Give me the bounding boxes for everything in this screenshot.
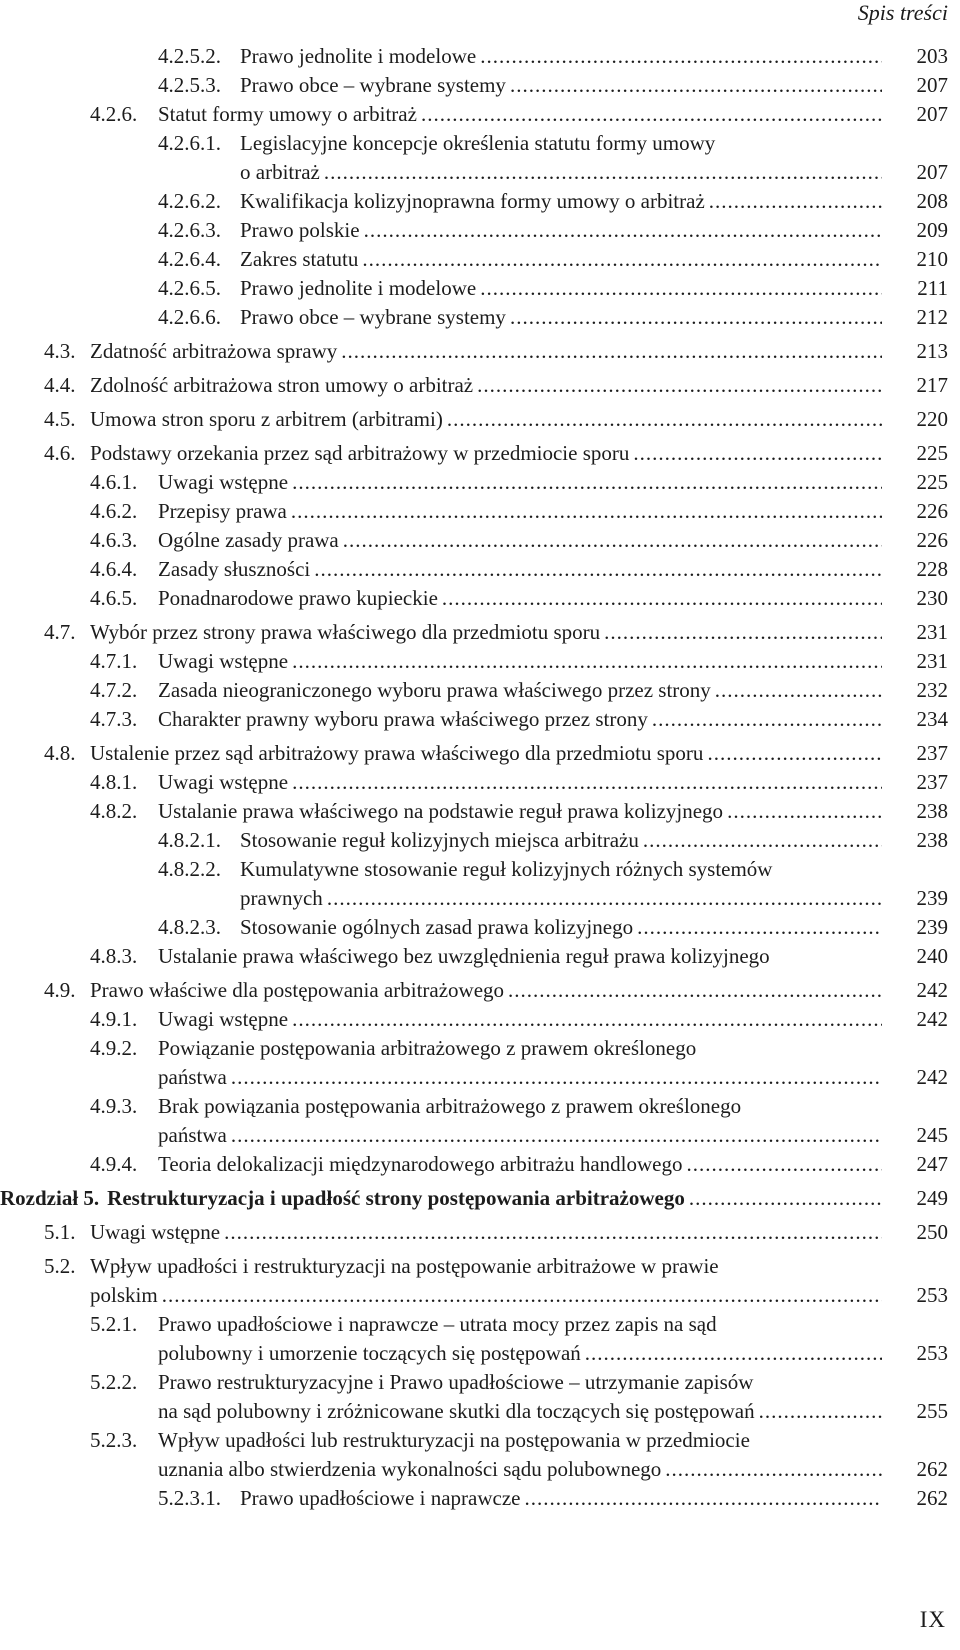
toc-entry-number: 4.3. — [44, 339, 76, 363]
toc-entry-number: 4.6. — [44, 441, 76, 465]
dot-leader — [421, 100, 882, 129]
toc-entry-title: Prawo jednolite i modelowe — [240, 44, 477, 68]
toc-entry-number: 4.8. — [44, 741, 76, 765]
toc-entry-line — [0, 1426, 960, 1455]
toc-entry — [0, 1252, 960, 1310]
toc-entry-line — [0, 216, 960, 245]
toc-entry-number: 5.2.2. — [90, 1370, 138, 1394]
toc-entry-number: 5.2.3.1. — [158, 1486, 221, 1510]
toc-entry-title: Uwagi wstępne — [158, 649, 289, 673]
toc-entry-page: 242 — [916, 1065, 948, 1089]
toc-entry-page: 210 — [916, 247, 948, 271]
toc-entry-line — [0, 1184, 960, 1213]
toc-entry — [0, 913, 960, 942]
toc-entry-page: 220 — [916, 407, 948, 431]
dot-leader — [477, 371, 882, 400]
toc-entry-page: 212 — [916, 305, 948, 329]
toc-entry-line — [0, 1339, 960, 1368]
dot-leader — [442, 584, 882, 613]
toc-entry-page: 242 — [916, 978, 948, 1002]
toc-entry-line — [0, 526, 960, 555]
dot-leader — [585, 1339, 882, 1368]
toc-entry — [0, 797, 960, 826]
toc-entry-number: 4.2.6.4. — [158, 247, 221, 271]
toc-entry — [0, 1150, 960, 1179]
toc-entry-number: 4.2.6.6. — [158, 305, 221, 329]
dot-leader — [343, 526, 882, 555]
toc-entry-page: 234 — [916, 707, 948, 731]
toc-entry — [0, 676, 960, 705]
toc-entry-line — [0, 1484, 960, 1513]
toc-entry-title: Prawo właściwe dla postępowania arbitrażowego — [90, 978, 505, 1002]
toc-entry — [0, 976, 960, 1005]
toc-entry-page: 225 — [916, 470, 948, 494]
toc-entry-page: 207 — [916, 102, 948, 126]
toc-entry-page: 262 — [916, 1486, 948, 1510]
dot-leader — [292, 647, 882, 676]
toc-entry — [0, 439, 960, 468]
toc-entry-title: Prawo jednolite i modelowe — [240, 276, 477, 300]
toc-entry-number: 4.8.3. — [90, 944, 138, 968]
dot-leader — [689, 1184, 882, 1213]
dot-leader — [292, 768, 882, 797]
toc-entry-number: 4.6.4. — [90, 557, 138, 581]
toc-entry-line — [0, 676, 960, 705]
dot-leader — [327, 884, 882, 913]
toc-entry-line — [0, 129, 960, 158]
toc-entry-number: 5.1. — [44, 1220, 76, 1244]
toc-entry-line — [0, 468, 960, 497]
toc-entry — [0, 497, 960, 526]
toc-entry-line — [0, 337, 960, 366]
dot-leader — [292, 1005, 882, 1034]
toc-entry-page: 231 — [916, 620, 948, 644]
toc-entry — [0, 647, 960, 676]
dot-leader — [162, 1281, 882, 1310]
dot-leader — [727, 797, 882, 826]
toc-entry — [0, 1005, 960, 1034]
toc-entry-page: 238 — [916, 828, 948, 852]
toc-entry-title: Restrukturyzacja i upadłość strony postępowania arbitrażowego — [107, 1186, 685, 1210]
toc-entry-line — [0, 1121, 960, 1150]
toc-entry-page: 226 — [916, 499, 948, 523]
dot-leader — [314, 555, 882, 584]
toc-entry-line — [0, 1063, 960, 1092]
toc-entry-title: Teoria delokalizacji międzynarodowego arbitrażu handlowego — [158, 1152, 683, 1176]
toc-entry — [0, 405, 960, 434]
toc-entry-number: 4.2.6.3. — [158, 218, 221, 242]
toc-entry-line — [0, 245, 960, 274]
toc-entry-title: Powiązanie postępowania arbitrażowego z prawem określonego — [158, 1036, 697, 1060]
toc-entry-page: 228 — [916, 557, 948, 581]
toc-entry — [0, 274, 960, 303]
toc-entry-number: 4.6.5. — [90, 586, 138, 610]
toc-entry-line — [0, 884, 960, 913]
dot-leader — [524, 1484, 882, 1513]
toc-entry-line — [0, 647, 960, 676]
dot-leader — [510, 71, 882, 100]
toc-entry — [0, 100, 960, 129]
toc-entry-number: 4.2.5.3. — [158, 73, 221, 97]
toc-entry — [0, 303, 960, 332]
toc-entry — [0, 1092, 960, 1150]
toc-entry-number: 4.8.2.2. — [158, 857, 221, 881]
toc-entry-number: 4.2.5.2. — [158, 44, 221, 68]
toc-entry-line — [0, 371, 960, 400]
toc-entry — [0, 42, 960, 71]
toc-entry-line — [0, 976, 960, 1005]
toc-entry — [0, 337, 960, 366]
toc-entry-line — [0, 187, 960, 216]
toc-entry-number: 4.2.6. — [90, 102, 138, 126]
toc-entry — [0, 584, 960, 613]
toc-entry-number: 4.2.6.5. — [158, 276, 221, 300]
dot-leader — [715, 676, 882, 705]
toc-entry-line — [0, 555, 960, 584]
toc-entry-title: Uwagi wstępne — [158, 770, 289, 794]
toc-entry-line — [0, 855, 960, 884]
toc-entry — [0, 1484, 960, 1513]
toc-entry-number: Rozdział 5. — [0, 1186, 100, 1210]
toc-entry-title: Charakter prawny wyboru prawa właściwego przez strony — [158, 707, 648, 731]
toc-entry-number: 4.8.1. — [90, 770, 138, 794]
toc-entry-page: 225 — [916, 441, 948, 465]
toc-entry — [0, 1368, 960, 1426]
toc-entry-title: na sąd polubowny i zróżnicowane skutki dla toczących się postępowań — [158, 1399, 755, 1423]
toc-entry-number: 4.8.2. — [90, 799, 138, 823]
toc-entry-page: 209 — [916, 218, 948, 242]
toc-entry-title: Wybór przez strony prawa właściwego dla przedmiotu sporu — [90, 620, 601, 644]
toc-entry-title: Prawo restrukturyzacyjne i Prawo upadłościowe – utrzymanie zapisów — [158, 1370, 754, 1394]
toc-entry-line — [0, 1005, 960, 1034]
toc-entry-line — [0, 913, 960, 942]
toc-entry-title: Umowa stron sporu z arbitrem (arbitrami) — [90, 407, 443, 431]
dot-leader — [604, 618, 882, 647]
toc-entry — [0, 468, 960, 497]
toc-entry-page: 207 — [916, 73, 948, 97]
toc-entry-title: Prawo upadłościowe i naprawcze – utrata mocy przez zapis na sąd — [158, 1312, 717, 1336]
dot-leader — [510, 303, 882, 332]
toc-entry-number: 4.6.1. — [90, 470, 138, 494]
toc-entry-page: 253 — [916, 1341, 948, 1365]
toc-entry-title: Brak powiązania postępowania arbitrażowego z prawem określonego — [158, 1094, 742, 1118]
dot-leader — [508, 976, 882, 1005]
toc-entry-title: Ogólne zasady prawa — [158, 528, 339, 552]
toc-entry-number: 4.7.1. — [90, 649, 138, 673]
toc-entry-title: o arbitraż — [240, 160, 320, 184]
toc-entry-line — [0, 1368, 960, 1397]
toc-entry — [0, 826, 960, 855]
toc-entry-line — [0, 1455, 960, 1484]
toc-entry-title: Statut formy umowy o arbitraż — [158, 102, 417, 126]
toc-entry-page: 262 — [916, 1457, 948, 1481]
toc-entry-page: 237 — [916, 770, 948, 794]
toc-entry-page: 250 — [916, 1220, 948, 1244]
dot-leader — [447, 405, 882, 434]
toc-entry-title: Wpływ upadłości i restrukturyzacji na postępowanie arbitrażowe w prawie — [90, 1254, 719, 1278]
toc-entry — [0, 1184, 960, 1213]
toc-entry-number: 4.4. — [44, 373, 76, 397]
toc-entry-line — [0, 1252, 960, 1281]
toc-entry-line — [0, 797, 960, 826]
toc-entry-number: 4.8.2.1. — [158, 828, 221, 852]
toc-entry — [0, 245, 960, 274]
dot-leader — [709, 187, 882, 216]
toc-entry — [0, 855, 960, 913]
dot-leader — [686, 1150, 882, 1179]
toc-entry-line — [0, 274, 960, 303]
toc-entry-title: uznania albo stwierdzenia wykonalności sądu polubownego — [158, 1457, 662, 1481]
toc-entry — [0, 1310, 960, 1368]
dot-leader — [643, 826, 882, 855]
dot-leader — [362, 245, 882, 274]
toc-entry-line — [0, 71, 960, 100]
dot-leader — [292, 468, 882, 497]
toc-entry-line — [0, 1092, 960, 1121]
toc-entry-title: Podstawy orzekania przez sąd arbitrażowy w przedmiocie sporu — [90, 441, 630, 465]
toc-entry — [0, 71, 960, 100]
toc-entry-number: 4.9.1. — [90, 1007, 138, 1031]
toc-entry-line — [0, 1218, 960, 1247]
dot-leader — [231, 1063, 882, 1092]
toc-entry-line — [0, 1397, 960, 1426]
toc-entry-page: 226 — [916, 528, 948, 552]
toc-entry-title: Uwagi wstępne — [158, 1007, 289, 1031]
toc-entry-line — [0, 618, 960, 647]
toc-entry-number: 4.8.2.3. — [158, 915, 221, 939]
toc-entry — [0, 216, 960, 245]
toc-entry-title: Ustalanie prawa właściwego bez uwzględnienia reguł prawa kolizyjnego — [158, 944, 770, 968]
toc-entry-line — [0, 42, 960, 71]
toc-entry-title: Prawo obce – wybrane systemy — [240, 73, 506, 97]
toc-entry-number: 4.2.6.1. — [158, 131, 221, 155]
toc-entry-line — [0, 942, 960, 971]
toc-entry-number: 4.7. — [44, 620, 76, 644]
toc-entry-page: 249 — [916, 1186, 948, 1210]
toc-entry-title: Uwagi wstępne — [158, 470, 289, 494]
toc-entry-line — [0, 768, 960, 797]
toc-entry-title: polubowny i umorzenie toczących się postępowań — [158, 1341, 581, 1365]
toc-entry-title: Zakres statutu — [240, 247, 359, 271]
toc-entry-number: 4.5. — [44, 407, 76, 431]
dot-leader — [652, 705, 882, 734]
toc-entry-title: Ustalanie prawa właściwego na podstawie reguł prawa kolizyjnego — [158, 799, 724, 823]
toc-entry-line — [0, 303, 960, 332]
toc-entry — [0, 1034, 960, 1092]
dot-leader — [480, 42, 882, 71]
toc-entry-title: Prawo polskie — [240, 218, 360, 242]
toc-entry — [0, 129, 960, 187]
toc-entry-title: Stosowanie ogólnych zasad prawa kolizyjnego — [240, 915, 634, 939]
toc-entry-line — [0, 100, 960, 129]
toc-entry-line — [0, 1034, 960, 1063]
toc-entry-page: 231 — [916, 649, 948, 673]
toc-entry-number: 4.9.4. — [90, 1152, 138, 1176]
dot-leader — [224, 1218, 882, 1247]
toc-entry-number: 4.9.2. — [90, 1036, 138, 1060]
dot-leader — [324, 158, 882, 187]
toc-entry-page: 239 — [916, 915, 948, 939]
toc-entry-title: Zdatność arbitrażowa sprawy — [90, 339, 338, 363]
toc-entry — [0, 739, 960, 768]
toc-entry-number: 4.9.3. — [90, 1094, 138, 1118]
toc-entry-page: 203 — [916, 44, 948, 68]
toc-entry — [0, 526, 960, 555]
toc-entry-page: 245 — [916, 1123, 948, 1147]
dot-leader — [364, 216, 882, 245]
dot-leader — [637, 913, 882, 942]
toc-entry-title: Wpływ upadłości lub restrukturyzacji na postępowania w przedmiocie — [158, 1428, 750, 1452]
toc-entry-number: 5.2.1. — [90, 1312, 138, 1336]
toc-entry — [0, 618, 960, 647]
toc-entry-page: 240 — [916, 944, 948, 968]
page-number: IX — [919, 1607, 946, 1632]
toc-entry-page: 255 — [916, 1399, 948, 1423]
toc-entry-title: Prawo upadłościowe i naprawcze — [240, 1486, 521, 1510]
toc-entry-title: Zasada nieograniczonego wyboru prawa właściwego przez strony — [158, 678, 711, 702]
dot-leader — [291, 497, 882, 526]
toc-entry-number: 5.2. — [44, 1254, 76, 1278]
toc-entry-title: Legislacyjne koncepcje określenia statutu formy umowy — [240, 131, 716, 155]
toc-entry-title: Kwalifikacja kolizyjnoprawna formy umowy o arbitraż — [240, 189, 705, 213]
dot-leader — [341, 337, 882, 366]
dot-leader — [633, 439, 882, 468]
toc-entry — [0, 942, 960, 971]
dot-leader — [759, 1397, 882, 1426]
toc-entry-title: polskim — [90, 1283, 158, 1307]
toc-entry-page: 213 — [916, 339, 948, 363]
toc-entry-page: 232 — [916, 678, 948, 702]
toc-entry-number: 4.2.6.2. — [158, 189, 221, 213]
toc-entry-page: 253 — [916, 1283, 948, 1307]
toc-entry — [0, 1426, 960, 1484]
toc-entry-line — [0, 584, 960, 613]
toc-entry — [0, 555, 960, 584]
toc-entry-title: Zasady słuszności — [158, 557, 311, 581]
toc-entry-title: Przepisy prawa — [158, 499, 287, 523]
toc-entry-page: 217 — [916, 373, 948, 397]
toc-entry — [0, 371, 960, 400]
toc-entry-title: państwa — [158, 1065, 227, 1089]
toc-entry-line — [0, 705, 960, 734]
toc-entry-line — [0, 1281, 960, 1310]
toc-entry-title: państwa — [158, 1123, 227, 1147]
toc-entry-line — [0, 826, 960, 855]
toc-entry-title: Prawo obce – wybrane systemy — [240, 305, 506, 329]
toc-entry-page: 239 — [916, 886, 948, 910]
toc-entry-number: 4.6.2. — [90, 499, 138, 523]
table-of-contents — [0, 42, 960, 1513]
toc-entry-line — [0, 439, 960, 468]
toc-entry-number: 4.7.2. — [90, 678, 138, 702]
toc-entry-title: Uwagi wstępne — [90, 1220, 221, 1244]
toc-entry-line — [0, 158, 960, 187]
dot-leader — [231, 1121, 882, 1150]
dot-leader — [480, 274, 882, 303]
toc-entry-page: 208 — [916, 189, 948, 213]
toc-entry-title: Kumulatywne stosowanie reguł kolizyjnych różnych systemów — [240, 857, 773, 881]
toc-entry-number: 4.6.3. — [90, 528, 138, 552]
toc-entry — [0, 187, 960, 216]
toc-entry-title: Stosowanie reguł kolizyjnych miejsca arbitrażu — [240, 828, 639, 852]
toc-entry-line — [0, 1310, 960, 1339]
toc-entry — [0, 705, 960, 734]
toc-entry-title: Zdolność arbitrażowa stron umowy o arbitraż — [90, 373, 474, 397]
toc-entry-page: 247 — [916, 1152, 948, 1176]
running-header: Spis treści — [857, 0, 948, 25]
dot-leader — [665, 1455, 882, 1484]
toc-entry-line — [0, 1150, 960, 1179]
toc-entry-page: 238 — [916, 799, 948, 823]
toc-entry-page: 242 — [916, 1007, 948, 1031]
toc-entry-line — [0, 739, 960, 768]
toc-entry — [0, 768, 960, 797]
toc-entry-title: Ponadnarodowe prawo kupieckie — [158, 586, 438, 610]
toc-entry-number: 5.2.3. — [90, 1428, 138, 1452]
toc-entry-page: 230 — [916, 586, 948, 610]
toc-entry-line — [0, 497, 960, 526]
toc-entry-page: 207 — [916, 160, 948, 184]
toc-entry-number: 4.9. — [44, 978, 76, 1002]
toc-entry-page: 237 — [916, 741, 948, 765]
toc-entry-title: prawnych — [240, 886, 323, 910]
toc-entry-number: 4.7.3. — [90, 707, 138, 731]
toc-entry-line — [0, 405, 960, 434]
toc-entry — [0, 1218, 960, 1247]
dot-leader — [707, 739, 882, 768]
toc-entry-page: 211 — [917, 276, 948, 300]
toc-entry-title: Ustalenie przez sąd arbitrażowy prawa właściwego dla przedmiotu sporu — [90, 741, 704, 765]
